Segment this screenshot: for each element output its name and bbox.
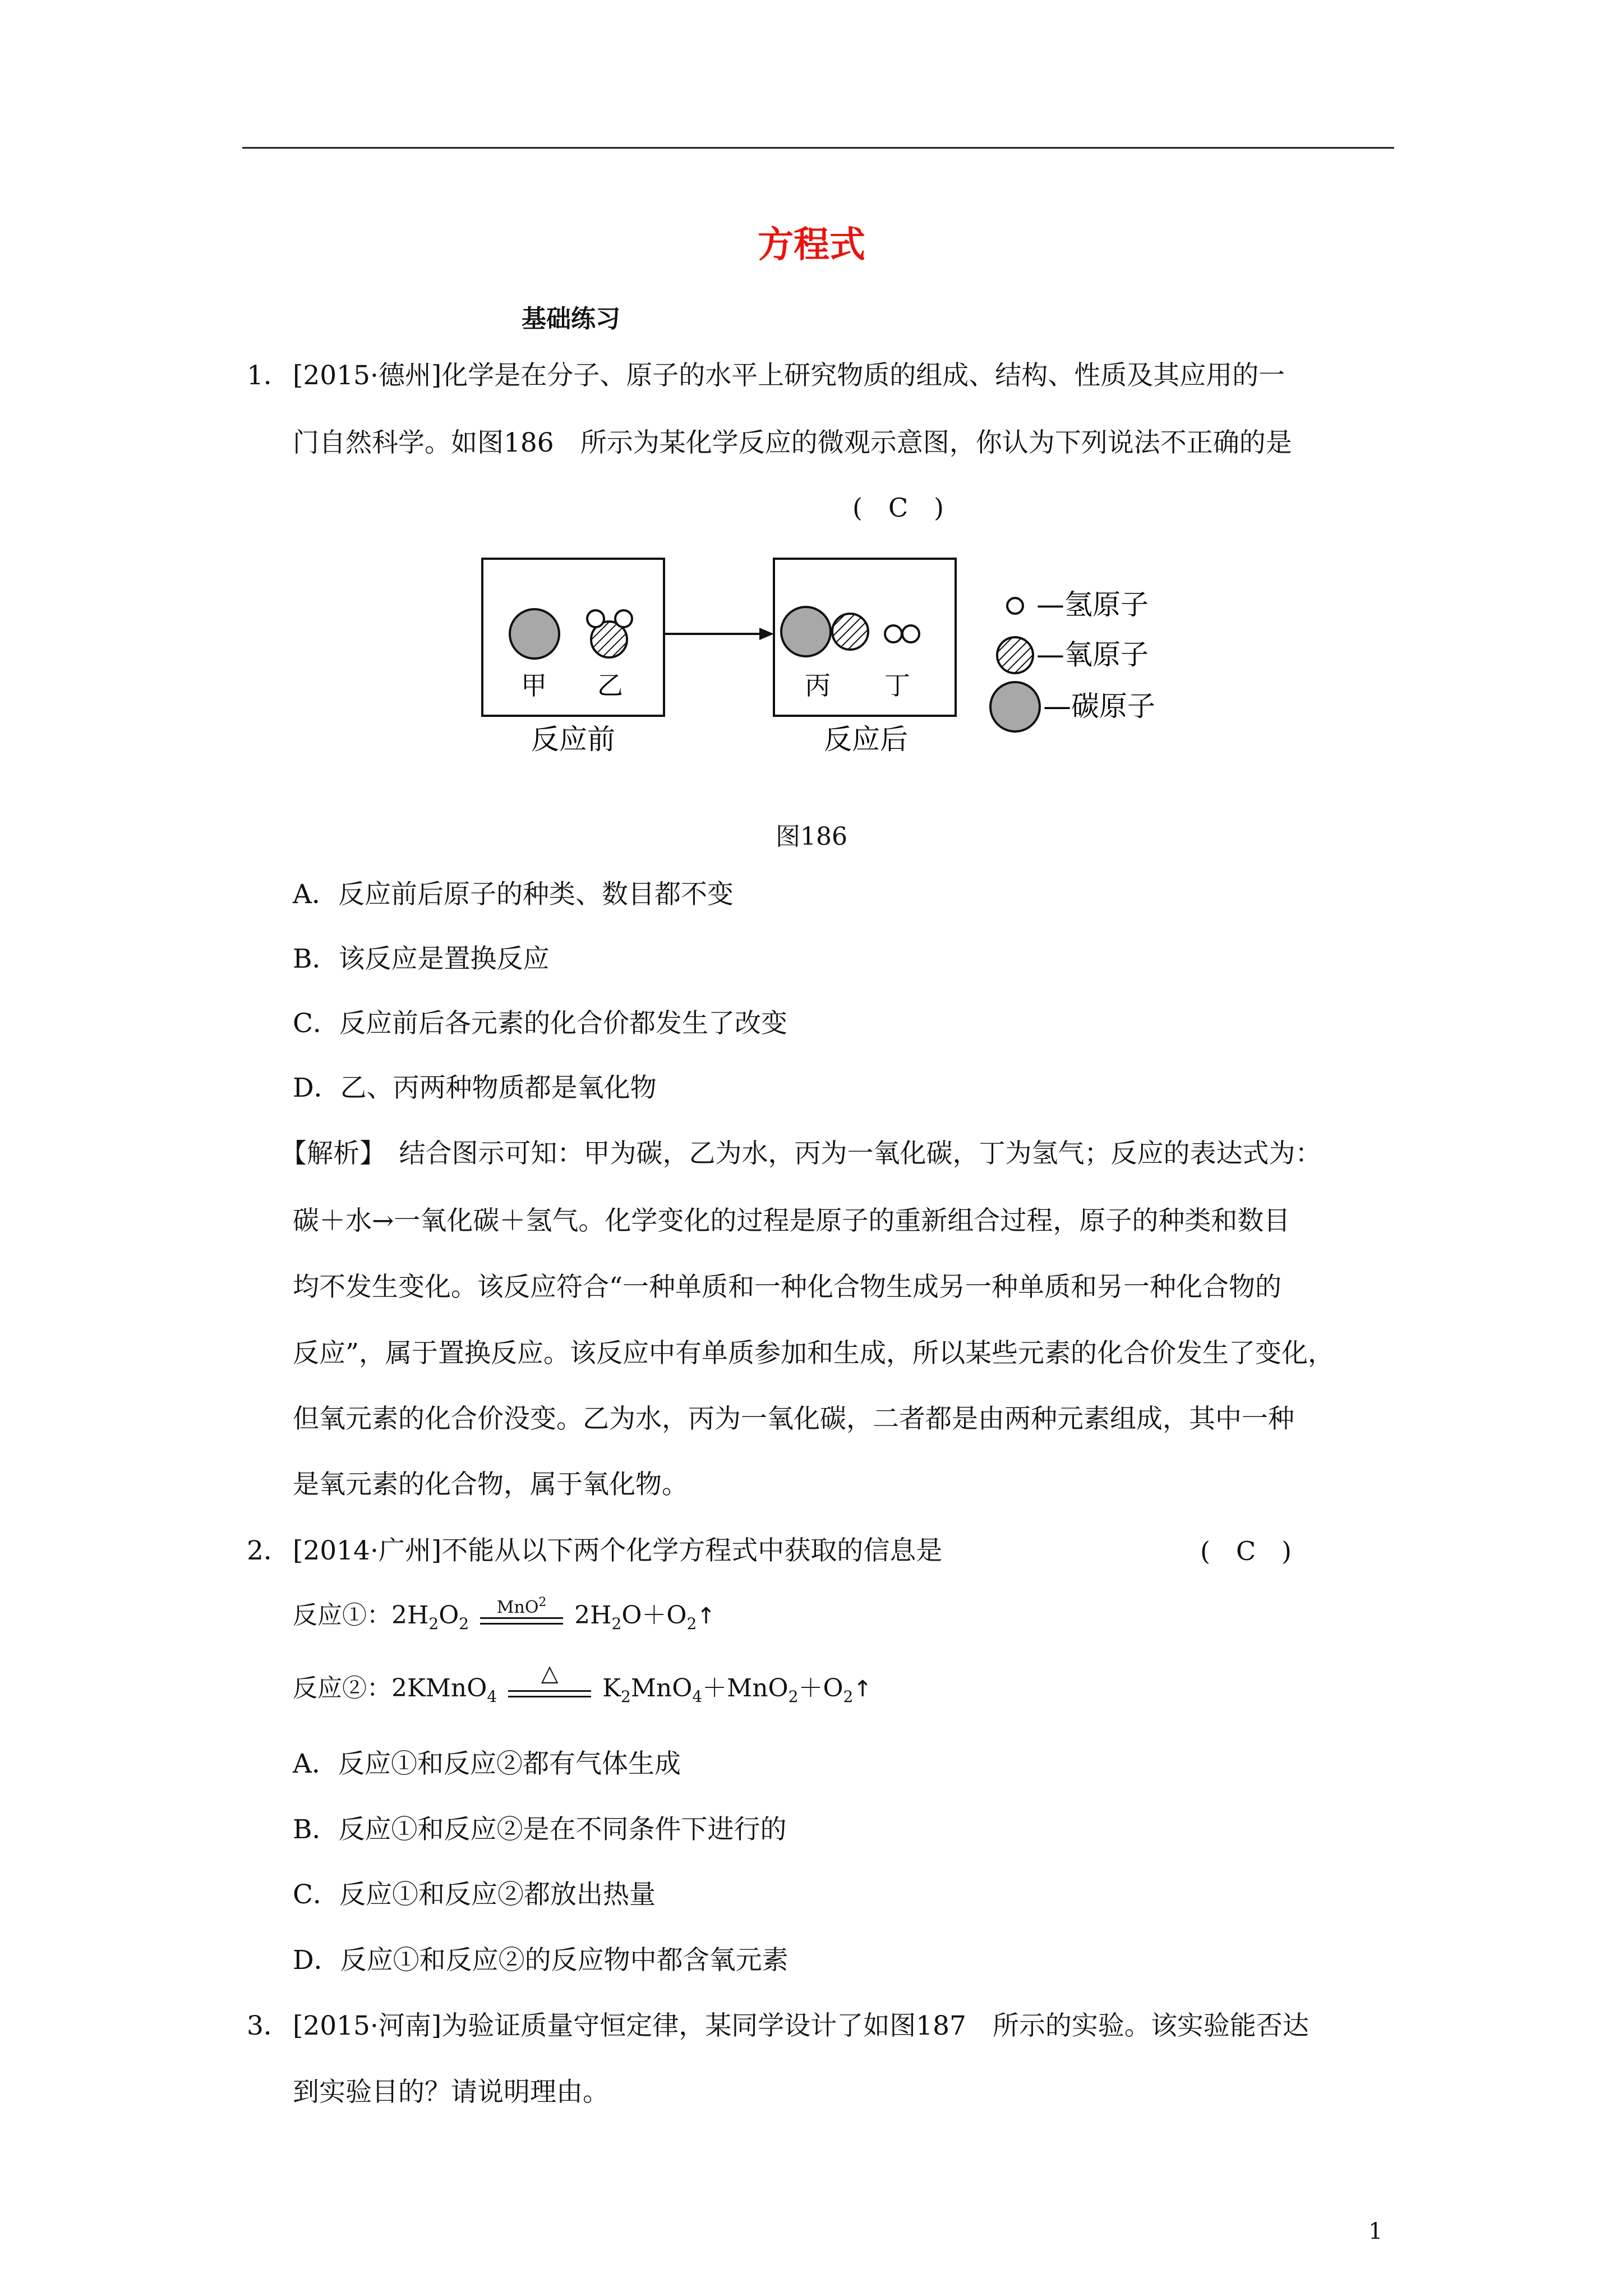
page-number: 1 xyxy=(1368,2219,1383,2244)
analysis-line: 均不发生变化。该反应符合“一种单质和一种化合物生成另一种单质和另一种化合物的 xyxy=(293,1272,1282,1303)
hydrogen-atom xyxy=(587,610,604,627)
label-after: 反应后 xyxy=(824,723,908,756)
analysis-line: 是氧元素的化合物，属于氧化物。 xyxy=(293,1469,688,1500)
legend-hydrogen: —氢原子 xyxy=(1036,588,1149,621)
hydrogen-atom xyxy=(885,625,902,642)
question-text: [2015·德州]化学是在分子、原子的水平上研究物质的组成、结构、性质及其应用的一 xyxy=(293,360,1285,391)
reaction-2: 反应②：2KMnO$_4$ △ $K_2MnO_4+MnO_2+O_2↑$ xyxy=(293,1672,872,1714)
question-number: 1． xyxy=(247,360,290,391)
label-yi: 乙 xyxy=(597,670,623,701)
reaction-condition: MnO$^2$ xyxy=(496,1595,547,1617)
option-c: C．反应①和反应②都放出热量 xyxy=(293,1879,656,1910)
analysis-line: 反应”，属于置换反应。该反应中有单质参加和生成，所以某些元素的化合价发生了变化， xyxy=(293,1338,1335,1369)
label-bing: 丙 xyxy=(805,670,831,701)
question-text: 门自然科学。如图186 所示为某化学反应的微观示意图，你认为下列说法不正确的是 xyxy=(293,427,1292,458)
header-rule xyxy=(242,147,1394,149)
option-b: B．反应①和反应②是在不同条件下进行的 xyxy=(293,1814,787,1845)
carbon-atom xyxy=(781,607,831,656)
hydrogen-atom xyxy=(615,610,632,627)
hydrogen-atom xyxy=(902,625,919,642)
legend-oxygen: —氧原子 xyxy=(1036,638,1149,671)
option-d: D．乙、丙两种物质都是氧化物 xyxy=(293,1073,657,1103)
analysis-line: 但氧元素的化合价没变。乙为水，丙为一氧化碳，二者都是由两种元素组成，其中一种 xyxy=(293,1404,1294,1434)
equals-sign xyxy=(477,1595,566,1634)
option-a: A．反应①和反应②都有气体生成 xyxy=(293,1749,681,1779)
reaction-1: 反应①：$2H_2O_2$ MnO$^2$ $2H_2O+O_2↑$ xyxy=(293,1599,716,1641)
legend-hydrogen-icon xyxy=(1007,598,1023,614)
option-d: D．反应①和反应②的反应物中都含氧元素 xyxy=(293,1945,789,1976)
reaction-diagram xyxy=(471,550,1256,774)
reaction-2-label: 反应②： xyxy=(293,1674,391,1703)
label-jia: 甲 xyxy=(521,670,547,701)
gas-arrow-icon: ↑ xyxy=(697,1603,716,1629)
page-title: 方程式 xyxy=(758,224,865,266)
carbon-atom xyxy=(510,609,559,659)
answer-bracket: ( C ) xyxy=(1200,1536,1292,1566)
legend-carbon-icon xyxy=(990,682,1040,731)
question-text: [2015·河南]为验证质量守恒定律，某同学设计了如图187 所示的实验。该实验能否达 xyxy=(293,2010,1309,2041)
option-b: B．该反应是置换反应 xyxy=(293,944,550,974)
arrow-head xyxy=(759,628,774,640)
oxygen-atom xyxy=(832,614,868,650)
question-number: 2． xyxy=(247,1535,290,1566)
legend-carbon: —碳原子 xyxy=(1043,690,1155,723)
question-text: [2014·广州]不能从以下两个化学方程式中获取的信息是 xyxy=(293,1535,943,1566)
gas-arrow-icon: ↑ xyxy=(853,1676,872,1702)
option-a: A．反应前后原子的种类、数目都不变 xyxy=(293,879,734,910)
reaction-1-label: 反应①： xyxy=(293,1601,391,1630)
label-before: 反应前 xyxy=(531,723,615,756)
legend-oxygen-icon xyxy=(997,637,1033,673)
label-ding: 丁 xyxy=(884,670,910,701)
analysis-line: 【解析】 结合图示可知：甲为碳，乙为水，丙为一氧化碳，丁为氢气；反应的表达式为： xyxy=(280,1138,1322,1169)
section-heading: 基础练习 xyxy=(522,305,620,333)
equals-sign xyxy=(505,1660,594,1707)
option-c: C．反应前后各元素的化合价都发生了改变 xyxy=(293,1008,787,1039)
question-text: 到实验目的？请说明理由。 xyxy=(293,2077,609,2108)
question-number: 3． xyxy=(247,2010,290,2041)
figure-caption: 图186 xyxy=(776,822,847,851)
heating-symbol: △ xyxy=(541,1660,559,1686)
analysis-line: 碳＋水→一氧化碳＋氢气。化学变化的过程是原子的重新组合过程，原子的种类和数目 xyxy=(293,1205,1290,1236)
answer-bracket: ( C ) xyxy=(852,493,944,523)
